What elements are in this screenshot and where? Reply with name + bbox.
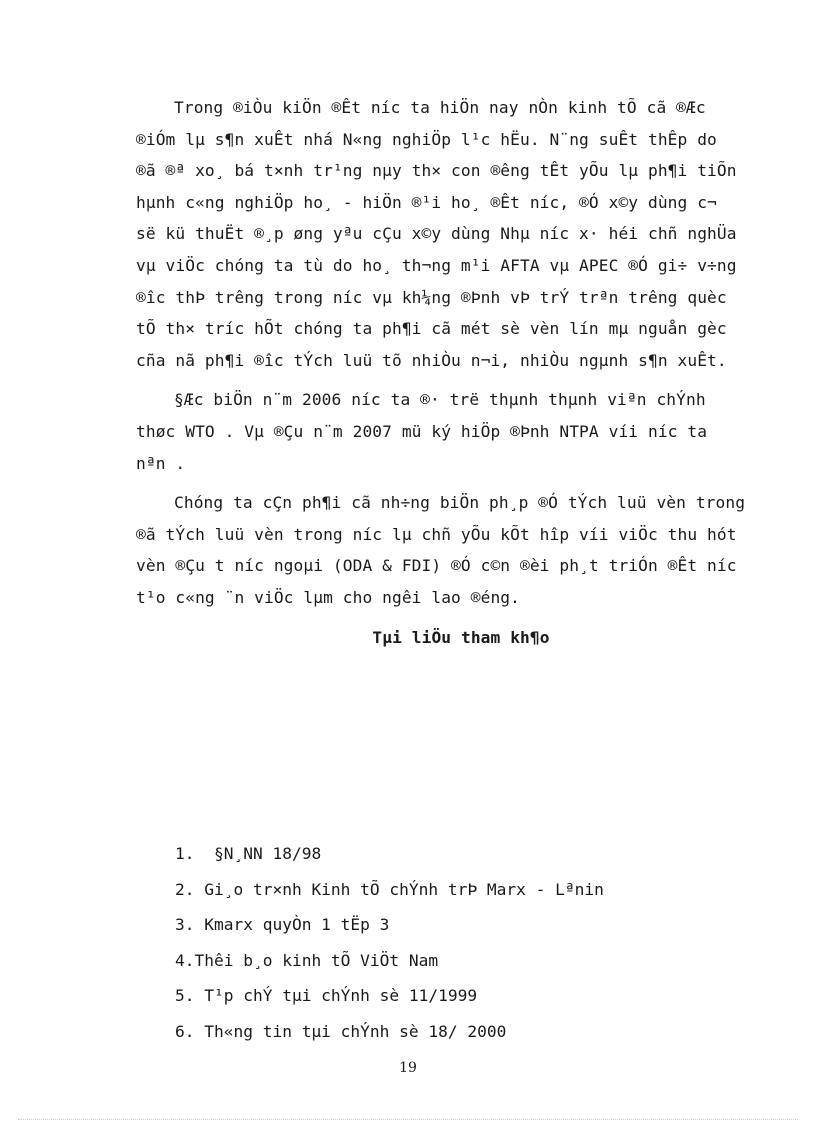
reference-item: 5. T¹p chÝ tµi chÝnh sè 11/1999 xyxy=(175,986,478,1006)
references-title: Tµi liÖu tham kh¶o xyxy=(372,627,550,647)
reference-item: 4.Thêi b¸o kinh tÕ ViÖt Nam xyxy=(175,950,439,970)
page-bottom-divider xyxy=(18,1119,798,1120)
reference-item: 6. Th«ng tin tµi chÝnh sè 18/ 2000 xyxy=(175,1021,507,1041)
paragraph-3: Chóng ta cÇn ph¶i cã nh÷ng biÖn ph¸p ®Ó tÝch luü vèn trong ®ã tÝch luü vèn trong níc lµ chñ yÕu kÕt hîp víi viÖc thu hót vèn ®Çu t níc ngoµi (ODA & FDI) ®Ó c©n ®èi ph¸t triÓn ®Êt níc t¹o c«ng ¨n viÖc lµm cho ngêi lao ®éng. xyxy=(136,493,746,607)
reference-item: 2. Gi¸o tr×nh Kinh tÕ chÝnh trÞ Marx - Lªnin xyxy=(175,879,604,899)
reference-item: 3. Kmarx quyÒn 1 tËp 3 xyxy=(175,915,390,935)
reference-item: 1. §N¸NN 18/98 xyxy=(175,844,322,863)
paragraph-1: Trong ®iÒu kiÖn ®Êt níc ta hiÖn nay nÒn kinh tÕ cã ®Æc ®iÓm lµ s¶n xuÊt nhá N«ng nghiÖp l¹c hËu. N¨ng suÊt thÊp do ®ã ®ª xo¸ bá t×nh tr¹ng nµy th× con ®êng tÊt yÕu lµ ph¶i tiÕn hµnh c«ng nghiÖp ho¸ - hiÖn ®¹i ho¸ ®Êt níc, ®Ó x©y dùng c¬ së kü thuËt ®¸p øng yªu cÇu x©y dùng Nhµ níc x· héi chñ nghÜa vµ viÖc chóng ta tù do ho¸ th¬ng m¹i AFTA vµ APEC ®Ó gi÷ v÷ng ®îc thÞ trêng trong níc vµ kh¼ng ®Þnh vÞ trÝ trªn trêng quèc tÕ th× tríc hÕt chóng ta ph¶i cã mét sè vèn lín mµ nguån gèc cña nã ph¶i ®îc tÝch luü tõ nhiÒu n¬i, nhiÒu ngµnh s¶n xuÊt. xyxy=(136,98,737,370)
body-text xyxy=(136,92,746,683)
paragraph-2: §Æc biÖn n¨m 2006 níc ta ®· trë thµnh thµnh viªn chÝnh thøc WTO . Vµ ®Çu n¨m 2007 mü ký hiÖp ®Þnh NTPA víi níc ta nªn . xyxy=(136,390,708,473)
page-number: 19 xyxy=(399,1060,417,1076)
references-list xyxy=(175,836,735,1050)
